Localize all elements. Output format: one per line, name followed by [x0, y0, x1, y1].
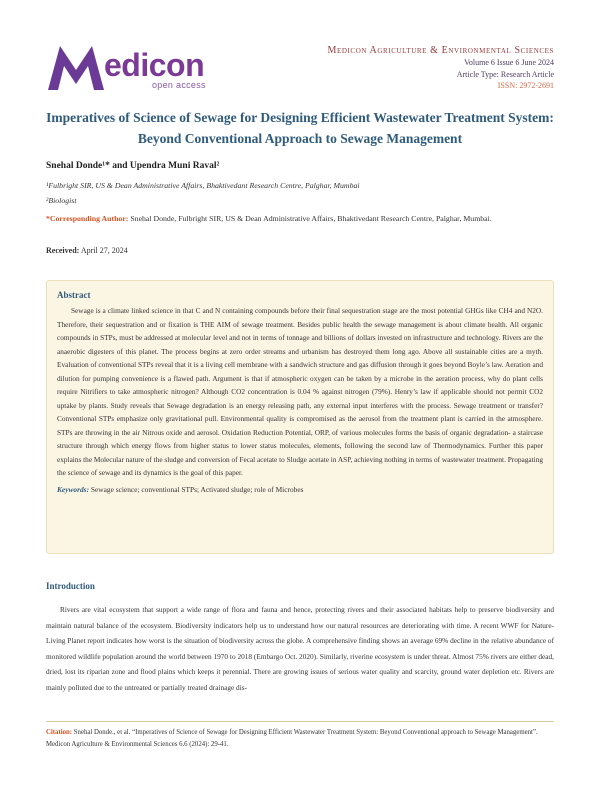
citation [46, 727, 554, 751]
keywords [57, 485, 543, 494]
affiliation-1: ¹Fulbright SIR, US & Dean Administrative Affairs, Bhaktivedant Research Centre, Palghar, Mumbai [46, 181, 360, 190]
affiliation-2: ²Biologist [46, 196, 77, 205]
logo-tagline: open access [152, 80, 206, 90]
citation-text: Snehal Donde., et al. “Imperatives of Science of Sewage for Designing Efficient Wastewater Treatment System: Beyond Conventional approach to Sewage Management”. Medicon Agriculture & Environmental Sciences 6.6 (2024): 29-41. [46, 729, 538, 748]
citation-label: Citation: [46, 729, 73, 736]
abstract-text: Sewage is a climate linked science in that C and N containing compounds before their final sequestration stage are the most potential GHGs like CH4 and N2O. Therefore, their sequestration and or fixation is THE AIM of sewage treatment. Besides public health the sewage management is about climate health. All organic compounds in STPs, must be addressed at molecular level and not in terms of tonnage and billions of dollars invested on infrastructure and technology. Rivers are the anaerobic digesters of this planet. The process begins at zero order streams and urbanism has destroyed them long ago. Above all sustainable cities are a myth. Evaluation of conventional STPs reveal that it is a living cell membrane with a sandwich structure and gas diffusion through it goes beyond Boyle’s law. Aeration and dilution for pumping convenience is a flawed path. Argument is that if atmospheric oxygen can be taken by a microbe in the aeration process, why do plant cells require Nitrifiers to take atmospheric nitrogen? Although CO2 concentration is 0.04 % against nitrogen (79%). Henry’s law if applicable should not permit CO2 uptake by plants. Study reveals that Sewage degradation is an energy releasing path, any external input interferes with the process. Sewage treatment or transfer? Conventional STPs emphasize only gravitational pull. Environmental quality is compromised as the aerosol from the treatment plant is carried in the atmosphere. STPs are throwing in the air Nitrous oxide and aerosol. Oxidation Reduction Potential, ORP, of various molecules forms the basis of organic degradation- a staircase structure through which energy flows from higher status to lower status molecules, elements, following the second law of Thermodynamics. Further this paper explains the Molecular nature of the sludge and conversion of Fecal acetate to Sludge acetate in ASP, achieving nothing in terms of wastewater treatment. Propagating the science of sewage and its dynamics is the goal of this paper. [57, 306, 543, 477]
corresponding-author [46, 211, 554, 227]
abstract-heading: Abstract [57, 290, 91, 300]
corresponding-author-text: Snehal Donde, Fulbright SIR, US & Dean Administrative Affairs, Bhaktivedant Research Centre, Palghar, Mumbai. [128, 214, 492, 223]
author-list: Snehal Donde¹* and Upendra Muni Raval² [46, 161, 220, 171]
article-type: Article Type: Research Article [456, 69, 554, 79]
journal-info [327, 44, 554, 92]
introduction-heading: Introduction [46, 581, 95, 591]
page-header [46, 40, 554, 96]
keywords-text: Sewage science; conventional STPs; Activated sludge; role of Microbes [89, 484, 304, 494]
corresponding-author-label: *Corresponding Author: [46, 214, 129, 223]
medicon-logo [46, 40, 216, 94]
issn: ISSN: 2972-2691 [497, 81, 554, 90]
received-date [46, 246, 128, 255]
received-value: April 27, 2024 [79, 246, 128, 255]
logo-wordmark: edicon [104, 47, 205, 83]
abstract-box [46, 280, 554, 554]
article-title: Imperatives of Science of Sewage for Designing Efficient Wastewater Treatment System: Beyond Conventional Approach to Sewage Management [46, 110, 554, 146]
volume-issue: Volume 6 Issue 6 June 2024 [464, 58, 554, 67]
footer-divider [46, 721, 554, 722]
keywords-label: Keywords: [57, 484, 90, 494]
introduction-text: Rivers are vital ecosystem that support a wide range of flora and fauna and hence, protecting rivers and their associated habitats help to preserve biodiversity and maintain natural balance of the ecosystem. Biodiversity indicators help us to understand how our natural resources are deteriorating with time. A recent WWF for Nature- Living Planet report indicates how worst is the situation of biodiversity across the globe. A comprehensive finding shows an average 69% decline in the relative abundance of monitored wildlife population around the world between 1970 to 2018 (Embargo Oct. 2020). Similarly, riverine ecosystem is under threat. Almost 75% rivers are either dead, dried, lost its riparian zone and flood plains which keeps it perennial. There are growing issues of serious water quality and scarcity, ground water depletion etc. Rivers are mainly polluted due to the untreated or partially treated drainage dis- [46, 605, 555, 692]
journal-name[interactable]: Medicon Agriculture & Environmental Sciences [327, 45, 554, 56]
received-label: Received: [46, 246, 80, 255]
logo-m-mark-icon [46, 40, 108, 94]
